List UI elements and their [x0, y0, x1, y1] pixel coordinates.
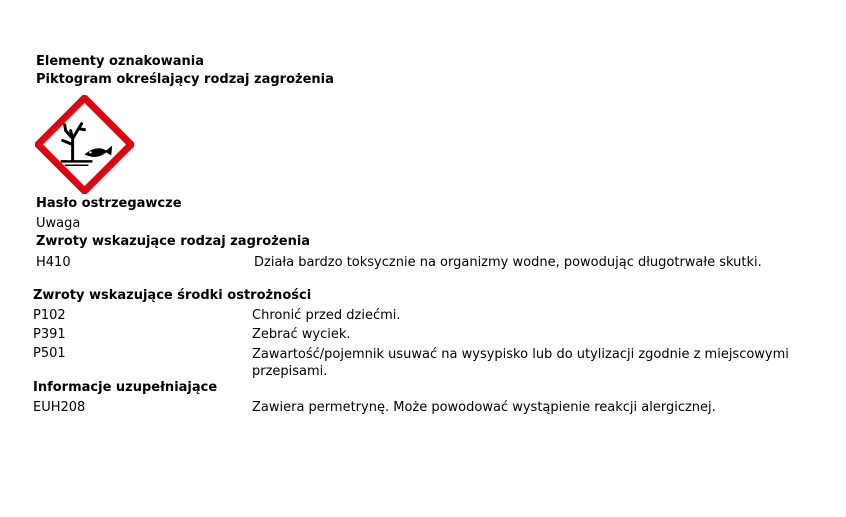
- precaution-code: P391: [33, 327, 66, 342]
- signal-word: Uwaga: [36, 216, 81, 231]
- precaution-code: P102: [33, 308, 66, 323]
- environment-hazard-icon: [35, 95, 134, 194]
- supplementary-text: Zawiera permetrynę. Może powodować wystąpienie reakcji alergicznej.: [252, 400, 716, 415]
- precaution-code: P501: [33, 346, 66, 361]
- section-title: Elementy oznakowania: [36, 54, 205, 69]
- precaution-text: Chronić przed dziećmi.: [252, 308, 401, 323]
- supplementary-heading: Informacje uzupełniające: [33, 380, 218, 395]
- hazard-heading: Zwroty wskazujące rodzaj zagrożenia: [36, 234, 311, 249]
- precaution-heading: Zwroty wskazujące środki ostrożności: [33, 288, 312, 303]
- hazard-code: H410: [36, 255, 71, 270]
- signal-word-heading: Hasło ostrzegawcze: [36, 196, 182, 211]
- hazard-text: Działa bardzo toksycznie na organizmy wodne, powodując długotrwałe skutki.: [254, 255, 762, 270]
- precaution-text: Zebrać wyciek.: [252, 327, 351, 342]
- supplementary-code: EUH208: [33, 400, 86, 415]
- pictogram-heading: Piktogram określający rodzaj zagrożenia: [36, 72, 334, 87]
- precaution-text: Zawartość/pojemnik usuwać na wysypisko lub do utylizacji zgodnie z miejscowymi przepisami.: [252, 347, 789, 379]
